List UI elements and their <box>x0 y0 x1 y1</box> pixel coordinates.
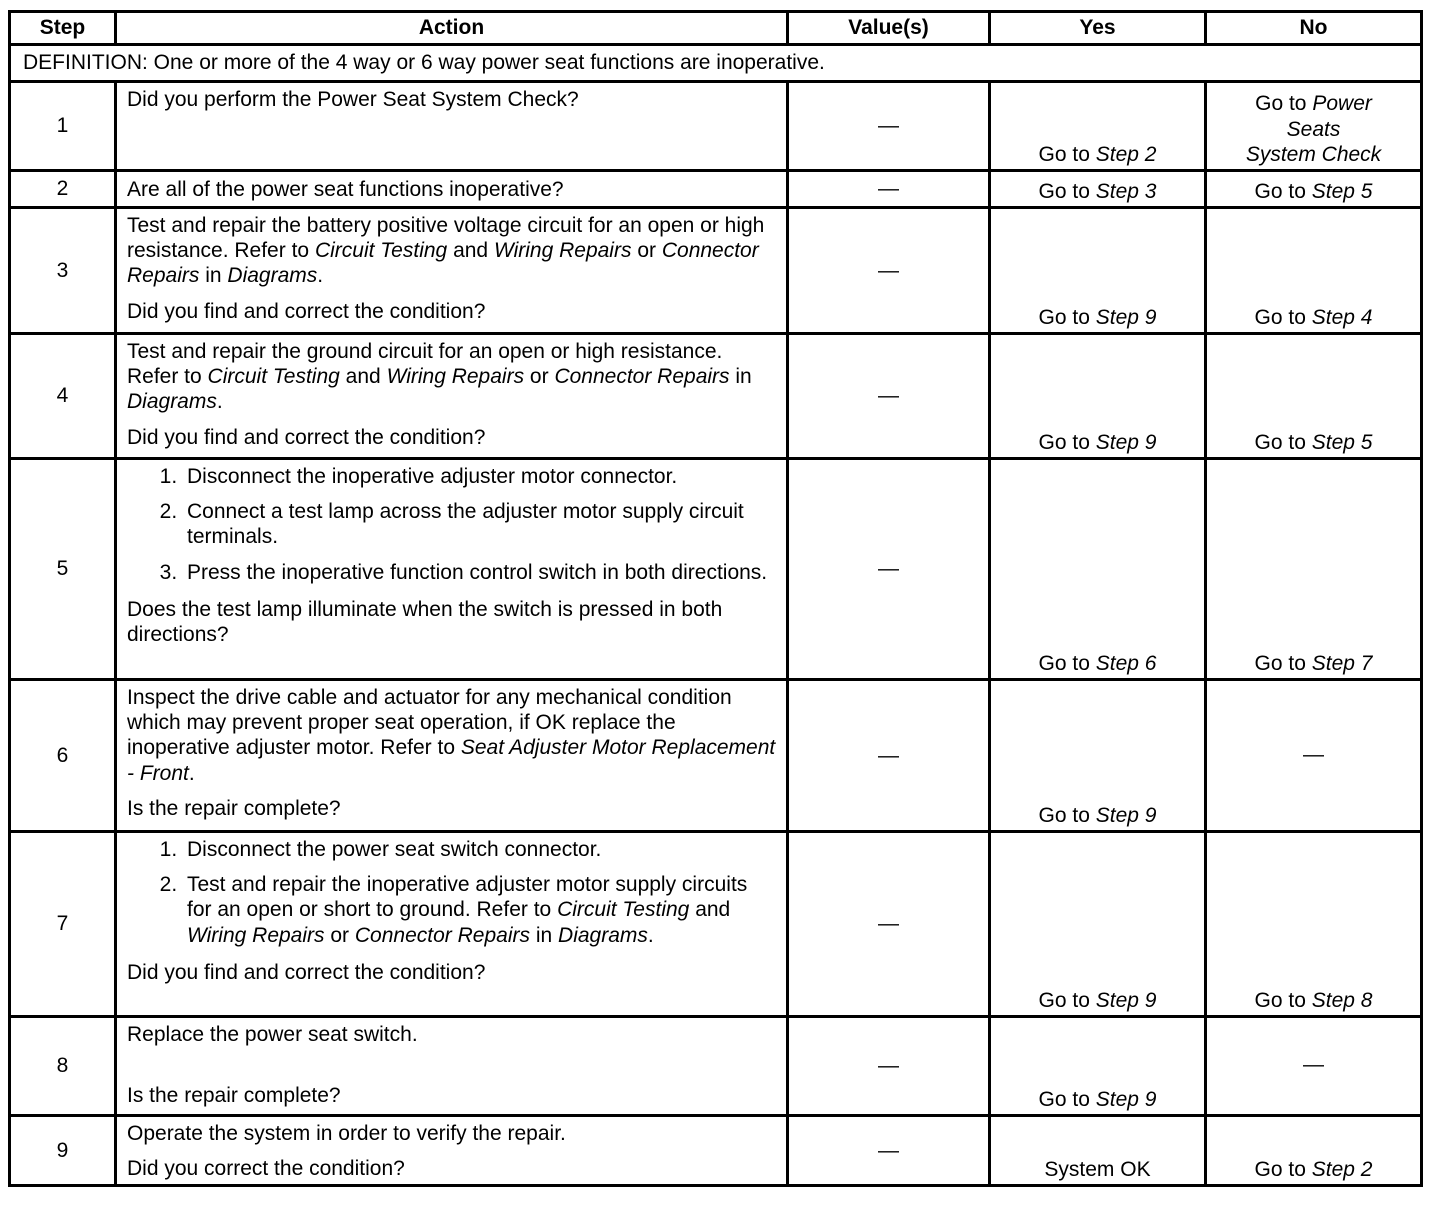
value-cell: — <box>788 1017 990 1116</box>
goto-label: Go to <box>1255 92 1307 116</box>
no-cell <box>1206 1116 1422 1186</box>
action-steps-list <box>127 464 776 585</box>
goto-label: Go to <box>1038 1087 1090 1111</box>
table-row <box>10 459 1422 680</box>
value-cell: — <box>788 680 990 832</box>
action-instructions <box>127 213 776 289</box>
goto-label: Go to <box>1254 430 1306 454</box>
yes-target: Step 9 <box>1095 430 1157 454</box>
action-text: Test and repair the ground circuit for an open or high resistance. Refer to <box>127 340 723 389</box>
value-cell: — <box>788 82 990 171</box>
step-number: 2 <box>10 171 116 208</box>
value-cell: — <box>788 334 990 459</box>
goto-label: Go to <box>1038 430 1090 454</box>
step-number: 7 <box>10 832 116 1017</box>
no-target: Step 5 <box>1311 179 1373 203</box>
no-target: Seats <box>1286 117 1341 141</box>
action-text: in <box>205 264 222 288</box>
goto-label: Go to <box>1254 305 1306 329</box>
action-cell <box>116 1116 788 1186</box>
table-row <box>10 208 1422 334</box>
reference-link: Connector Repairs <box>127 239 759 288</box>
table-row <box>10 680 1422 832</box>
yes-cell <box>990 208 1206 334</box>
no-cell <box>1206 208 1422 334</box>
action-question: Did you correct the condition? <box>127 1157 405 1181</box>
action-text: or <box>330 923 350 947</box>
action-cell <box>116 171 788 208</box>
goto-label: Go to <box>1254 1157 1306 1181</box>
action-cell <box>116 334 788 459</box>
list-item: 1. Disconnect the inoperative adjuster motor connector. <box>183 464 776 489</box>
action-question: Did you perform the Power Seat System Check? <box>127 88 579 111</box>
goto-label: Go to <box>1254 179 1306 203</box>
definition-text: DEFINITION: One or more of the 4 way or 6 way power seat functions are inoperative. <box>10 45 1422 82</box>
yes-target: Step 9 <box>1095 988 1157 1012</box>
yes-cell <box>990 680 1206 832</box>
action-text: or <box>529 365 549 389</box>
reference-link: Diagrams <box>127 390 217 414</box>
action-text: Test and repair the inoperative adjuster motor supply circuits for an open or short to ground. Refer to <box>187 873 748 922</box>
step-number: 6 <box>10 680 116 832</box>
list-item <box>183 872 776 948</box>
step-number: 1 <box>10 82 116 171</box>
yes-cell <box>990 832 1206 1017</box>
table-row <box>10 1116 1422 1186</box>
action-text: . <box>647 923 654 947</box>
no-cell <box>1206 832 1422 1017</box>
header-row <box>10 12 1422 45</box>
action-text: in <box>735 365 752 389</box>
diagnostic-table <box>8 10 1423 1187</box>
action-question: Did you find and correct the condition? <box>127 425 486 449</box>
yes-target: Step 9 <box>1095 803 1157 827</box>
list-item: 3. Press the inoperative function control switch in both directions. <box>183 560 776 585</box>
header-step: Step <box>10 12 116 45</box>
action-text: and <box>345 365 381 389</box>
action-question: Is the repair complete? <box>127 796 341 820</box>
diagnostic-table-page <box>8 10 1420 1187</box>
action-question: Are all of the power seat functions inoperative? <box>127 178 564 202</box>
no-target: System Check <box>1245 142 1382 166</box>
action-cell <box>116 82 788 171</box>
action-text: . <box>216 390 223 414</box>
action-instructions <box>127 685 776 786</box>
reference-link: Seat Adjuster Motor Replacement - Front <box>127 736 776 785</box>
header-values: Value(s) <box>788 12 990 45</box>
yes-target: Step 9 <box>1095 305 1157 329</box>
yes-cell <box>990 334 1206 459</box>
yes-target: Step 3 <box>1095 179 1157 203</box>
value-cell: — <box>788 208 990 334</box>
reference-link: Connector Repairs <box>354 923 530 947</box>
reference-link: Diagrams <box>227 264 318 288</box>
action-question: Did you find and correct the condition? <box>127 299 486 323</box>
step-number: 5 <box>10 459 116 680</box>
action-cell <box>116 459 788 680</box>
action-instructions: Replace the power seat switch. <box>127 1023 418 1046</box>
action-text: or <box>637 239 656 263</box>
step-number: 8 <box>10 1017 116 1116</box>
action-instructions: Operate the system in order to verify the repair. <box>127 1122 566 1145</box>
no-cell <box>1206 171 1422 208</box>
reference-link: Circuit Testing <box>314 239 448 263</box>
yes-cell <box>990 82 1206 171</box>
yes-cell <box>990 459 1206 680</box>
action-question: Does the test lamp illuminate when the switch is pressed in both directions? <box>127 597 723 646</box>
table-row <box>10 171 1422 208</box>
action-text: Inspect the drive cable and actuator for any mechanical condition which may prevent proper seat operation, if OK replace the inoperative adjuster motor. Refer to <box>127 686 732 760</box>
table-row <box>10 334 1422 459</box>
yes-cell <box>990 171 1206 208</box>
step-number: 4 <box>10 334 116 459</box>
reference-link: Connector Repairs <box>554 365 730 389</box>
no-cell: — <box>1206 1017 1422 1116</box>
goto-label: Go to <box>1254 988 1306 1012</box>
action-steps-list <box>127 837 776 948</box>
action-question: Did you find and correct the condition? <box>127 960 486 984</box>
goto-label: Go to <box>1038 651 1090 675</box>
yes-cell: System OK <box>990 1116 1206 1186</box>
no-target: Power <box>1312 92 1372 116</box>
action-text: . <box>317 264 324 288</box>
step-number: 3 <box>10 208 116 334</box>
goto-label: Go to <box>1038 142 1090 166</box>
action-text: and <box>695 898 731 922</box>
value-cell: — <box>788 459 990 680</box>
reference-link: Wiring Repairs <box>386 365 525 389</box>
goto-label: Go to <box>1038 988 1090 1012</box>
list-item: 2. Connect a test lamp across the adjuster motor supply circuit terminals. <box>183 499 776 549</box>
table-row <box>10 1017 1422 1116</box>
goto-label: Go to <box>1254 651 1306 675</box>
reference-link: Wiring Repairs <box>187 923 325 947</box>
reference-link: Circuit Testing <box>207 365 340 389</box>
no-target: Step 2 <box>1311 1157 1373 1181</box>
value-cell: — <box>788 1116 990 1186</box>
header-action: Action <box>116 12 788 45</box>
value-cell: — <box>788 171 990 208</box>
no-target: Step 4 <box>1311 305 1373 329</box>
no-target: Step 7 <box>1311 651 1373 675</box>
definition-row <box>10 45 1422 82</box>
action-cell <box>116 1017 788 1116</box>
action-text: in <box>535 923 553 947</box>
no-cell <box>1206 82 1422 171</box>
goto-label: Go to <box>1038 305 1090 329</box>
action-cell <box>116 832 788 1017</box>
no-target: Step 5 <box>1311 430 1373 454</box>
step-number: 9 <box>10 1116 116 1186</box>
yes-target: Step 6 <box>1095 651 1157 675</box>
action-instructions <box>127 339 776 415</box>
action-cell <box>116 208 788 334</box>
action-text: and <box>453 239 489 263</box>
header-no: No <box>1206 12 1422 45</box>
no-cell <box>1206 334 1422 459</box>
reference-link: Diagrams <box>558 923 648 947</box>
no-cell: — <box>1206 680 1422 832</box>
reference-link: Circuit Testing <box>557 898 690 922</box>
yes-target: Step 9 <box>1095 1087 1157 1111</box>
action-question: Is the repair complete? <box>127 1084 341 1108</box>
value-cell: — <box>788 832 990 1017</box>
goto-label: Go to <box>1038 803 1090 827</box>
goto-label: Go to <box>1038 179 1090 203</box>
table-row <box>10 832 1422 1017</box>
action-text: Test and repair the battery positive voltage circuit for an open or high resistance. Refer to <box>127 214 765 263</box>
no-target: Step 8 <box>1311 988 1373 1012</box>
list-item: 1. Disconnect the power seat switch connector. <box>183 837 776 862</box>
action-cell <box>116 680 788 832</box>
header-yes: Yes <box>990 12 1206 45</box>
reference-link: Wiring Repairs <box>493 239 632 263</box>
action-text: . <box>188 761 195 785</box>
no-cell <box>1206 459 1422 680</box>
yes-cell <box>990 1017 1206 1116</box>
table-row <box>10 82 1422 171</box>
yes-target: Step 2 <box>1095 142 1157 166</box>
